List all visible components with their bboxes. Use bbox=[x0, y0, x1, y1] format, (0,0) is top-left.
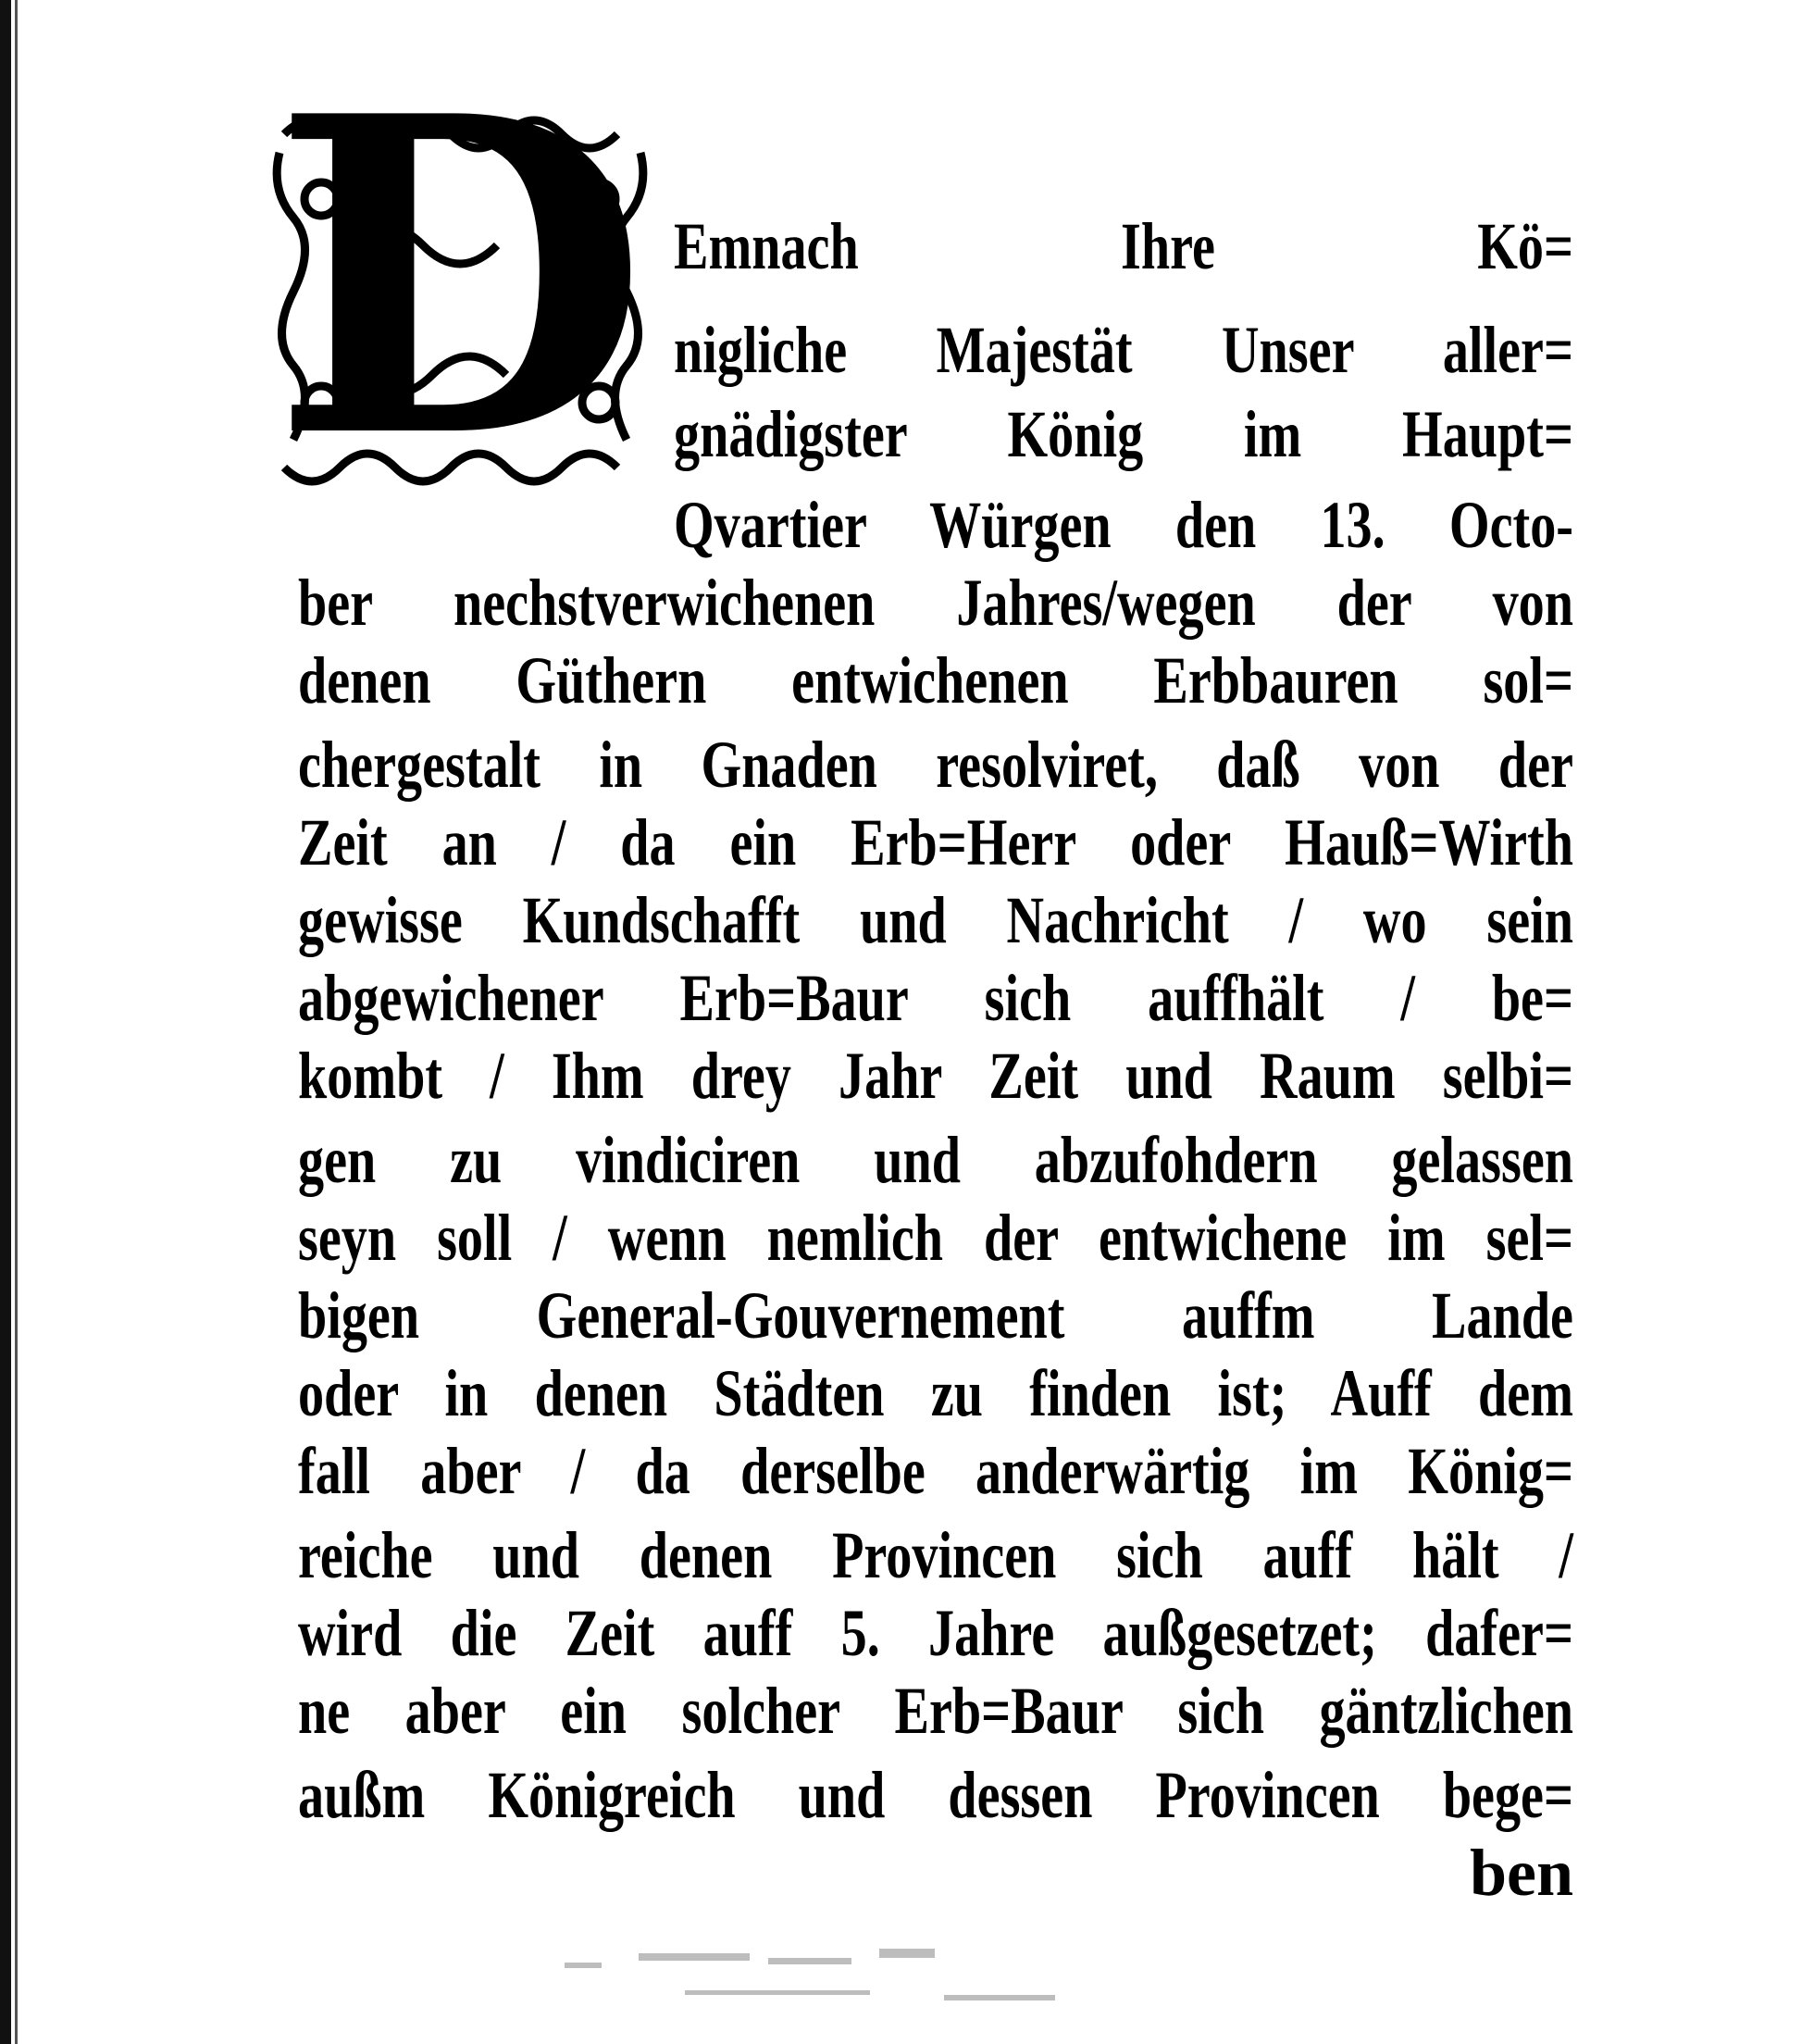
text-line: ne aber ein solcher Erb=Baur sich gäntzlichen bbox=[298, 1674, 1573, 1748]
text-line: wird die Zeit auff 5. Jahre außgesetzet; dafer= bbox=[298, 1596, 1573, 1670]
text-line: außm Königreich und dessen Provincen bege= bbox=[298, 1758, 1573, 1832]
text-line: kombt / Ihm drey Jahr Zeit und Raum selbi= bbox=[298, 1039, 1573, 1113]
text-line: gnädigster König im Haupt= bbox=[674, 397, 1573, 471]
text-line: oder in denen Städten zu finden ist; Auff dem bbox=[298, 1356, 1573, 1430]
text-line: reiche und denen Provincen sich auff hält / bbox=[298, 1518, 1573, 1592]
bleed-through-marks bbox=[555, 1935, 1157, 2018]
text-line: bigen General-Gouvernement auffm Lande bbox=[298, 1278, 1573, 1352]
text-line: nigliche Majestät Unser aller= bbox=[674, 313, 1573, 387]
text-line: abgewichener Erb=Baur sich auffhält / be= bbox=[298, 961, 1573, 1035]
ornamental-drop-cap bbox=[266, 22, 654, 533]
text-line: fall aber / da derselbe anderwärtig im König= bbox=[298, 1434, 1573, 1508]
text-line: denen Güthern entwichenen Erbbauren sol= bbox=[298, 643, 1573, 717]
drop-cap-letter: D bbox=[271, 22, 649, 533]
text-line: Emnach Ihre Kö= bbox=[674, 209, 1573, 283]
text-line: Zeit an / da ein Erb=Herr oder Hauß=Wirth bbox=[298, 805, 1573, 879]
scan-edge-line bbox=[15, 0, 18, 2044]
text-line: chergestalt in Gnaden resolviret, daß von der bbox=[298, 728, 1573, 802]
text-line: Qvartier Würgen den 13. Octo- bbox=[674, 488, 1573, 562]
text-line: ber nechstverwichenen Jahres/wegen der von bbox=[298, 566, 1573, 640]
text-line: seyn soll / wenn nemlich der entwichene im sel= bbox=[298, 1201, 1573, 1275]
catchword: ben bbox=[1469, 1836, 1573, 1910]
scan-edge-shadow bbox=[0, 0, 11, 2044]
text-line: gen zu vindiciren und abzufohdern gelassen bbox=[298, 1123, 1573, 1197]
text-line: gewisse Kundschafft und Nachricht / wo sein bbox=[298, 883, 1573, 957]
